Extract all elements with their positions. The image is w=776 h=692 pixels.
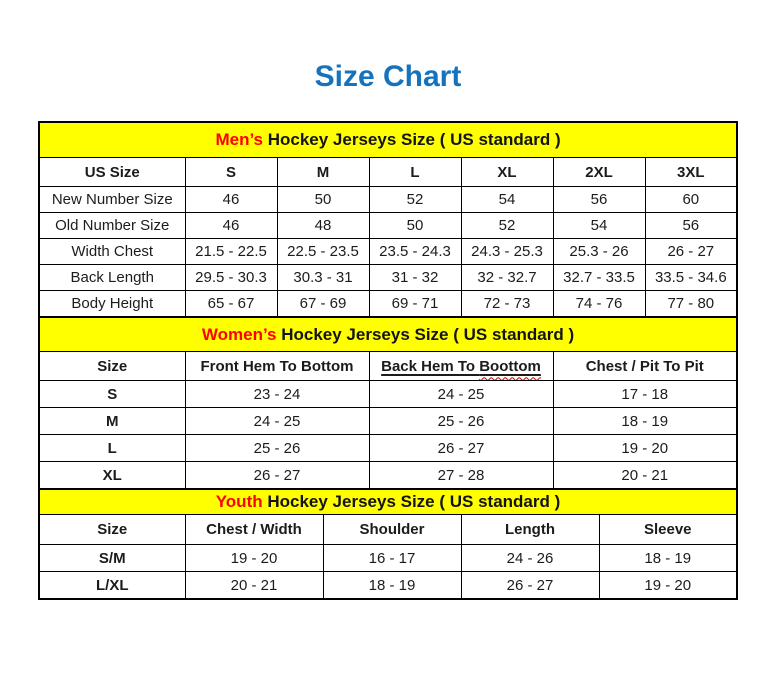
size-value-cell: 19 - 20 xyxy=(553,435,737,462)
column-header: L xyxy=(369,158,461,187)
size-value-cell: 23.5 - 24.3 xyxy=(369,239,461,265)
table-row xyxy=(39,213,737,239)
column-header: Shoulder xyxy=(323,515,461,545)
size-value-cell: 32.7 - 33.5 xyxy=(553,265,645,291)
size-value-cell: 48 xyxy=(277,213,369,239)
size-value-cell: 32 - 32.7 xyxy=(461,265,553,291)
size-value-cell: 54 xyxy=(461,187,553,213)
size-value-cell: 23 - 24 xyxy=(185,381,369,408)
table-row xyxy=(39,435,737,462)
table-row xyxy=(39,408,737,435)
womens-section-title-highlight: Women’s xyxy=(201,324,277,344)
size-value-cell: 18 - 19 xyxy=(323,572,461,600)
size-value-cell: 56 xyxy=(553,187,645,213)
column-header: US Size xyxy=(39,158,185,187)
size-value-cell: 25.3 - 26 xyxy=(553,239,645,265)
size-value-cell: 52 xyxy=(461,213,553,239)
size-value-cell: 46 xyxy=(185,187,277,213)
row-label: Width Chest xyxy=(39,239,185,265)
size-value-cell: 24 - 25 xyxy=(185,408,369,435)
column-header: Size xyxy=(39,515,185,545)
row-label: Back Length xyxy=(39,265,185,291)
column-header: M xyxy=(277,158,369,187)
size-value-cell: 22.5 - 23.5 xyxy=(277,239,369,265)
size-value-cell: 19 - 20 xyxy=(599,572,737,600)
size-value-cell: 33.5 - 34.6 xyxy=(645,265,737,291)
row-label: M xyxy=(39,408,185,435)
size-value-cell: 46 xyxy=(185,213,277,239)
youth-size-table xyxy=(38,488,738,600)
youth-section-title-highlight: Youth xyxy=(215,492,263,511)
size-value-cell: 26 - 27 xyxy=(461,572,599,600)
size-value-cell: 72 - 73 xyxy=(461,291,553,318)
size-value-cell: 16 - 17 xyxy=(323,545,461,572)
size-value-cell: 21.5 - 22.5 xyxy=(185,239,277,265)
column-header-misspelled xyxy=(369,352,553,381)
size-value-cell: 67 - 69 xyxy=(277,291,369,318)
womens-header-row xyxy=(39,352,737,381)
page-title: Size Chart xyxy=(314,60,462,93)
column-header: Chest / Width xyxy=(185,515,323,545)
size-value-cell: 30.3 - 31 xyxy=(277,265,369,291)
back-hem-typo: Boottom xyxy=(479,357,541,375)
column-header: Length xyxy=(461,515,599,545)
mens-section-title-highlight: Men’s xyxy=(215,130,263,149)
womens-section-title-rest: Hockey Jerseys Size ( US standard ) xyxy=(276,324,575,344)
youth-section-title-rest: Hockey Jerseys Size ( US standard ) xyxy=(262,492,561,511)
table-row xyxy=(39,462,737,490)
size-value-cell: 74 - 76 xyxy=(553,291,645,318)
table-row xyxy=(39,572,737,600)
size-value-cell: 17 - 18 xyxy=(553,381,737,408)
size-value-cell: 24 - 25 xyxy=(369,381,553,408)
size-value-cell: 77 - 80 xyxy=(645,291,737,318)
column-header: Front Hem To Bottom xyxy=(185,352,369,381)
mens-section-title-rest: Hockey Jerseys Size ( US standard ) xyxy=(263,130,561,149)
size-value-cell: 60 xyxy=(645,187,737,213)
size-value-cell: 25 - 26 xyxy=(369,408,553,435)
column-header: 2XL xyxy=(553,158,645,187)
size-value-cell: 52 xyxy=(369,187,461,213)
size-value-cell: 31 - 32 xyxy=(369,265,461,291)
womens-size-table xyxy=(38,316,738,490)
table-row xyxy=(39,381,737,408)
size-value-cell: 18 - 19 xyxy=(599,545,737,572)
table-row xyxy=(39,291,737,318)
size-value-cell: 56 xyxy=(645,213,737,239)
row-label: Body Height xyxy=(39,291,185,318)
womens-section-title xyxy=(39,317,737,352)
size-value-cell: 26 - 27 xyxy=(645,239,737,265)
column-header: Size xyxy=(39,352,185,381)
size-value-cell: 25 - 26 xyxy=(185,435,369,462)
table-row xyxy=(39,239,737,265)
row-label: Old Number Size xyxy=(39,213,185,239)
table-row xyxy=(39,187,737,213)
row-label: S/M xyxy=(39,545,185,572)
row-label: XL xyxy=(39,462,185,490)
size-value-cell: 50 xyxy=(277,187,369,213)
size-value-cell: 65 - 67 xyxy=(185,291,277,318)
column-header: S xyxy=(185,158,277,187)
mens-section-band xyxy=(39,122,737,158)
youth-section-title xyxy=(39,489,737,515)
row-label: New Number Size xyxy=(39,187,185,213)
size-value-cell: 26 - 27 xyxy=(185,462,369,490)
size-value-cell: 24.3 - 25.3 xyxy=(461,239,553,265)
womens-section-band xyxy=(39,317,737,352)
size-value-cell: 19 - 20 xyxy=(185,545,323,572)
row-label: S xyxy=(39,381,185,408)
size-value-cell: 26 - 27 xyxy=(369,435,553,462)
row-label: L xyxy=(39,435,185,462)
mens-section-title xyxy=(39,122,737,158)
size-value-cell: 50 xyxy=(369,213,461,239)
youth-section-band xyxy=(39,489,737,515)
mens-size-table xyxy=(38,121,738,318)
size-value-cell: 54 xyxy=(553,213,645,239)
size-value-cell: 24 - 26 xyxy=(461,545,599,572)
size-value-cell: 20 - 21 xyxy=(553,462,737,490)
table-row xyxy=(39,545,737,572)
size-chart-tables xyxy=(38,121,736,600)
size-value-cell: 69 - 71 xyxy=(369,291,461,318)
table-row xyxy=(39,265,737,291)
column-header: 3XL xyxy=(645,158,737,187)
size-value-cell: 27 - 28 xyxy=(369,462,553,490)
youth-header-row xyxy=(39,515,737,545)
size-value-cell: 18 - 19 xyxy=(553,408,737,435)
column-header: Chest / Pit To Pit xyxy=(553,352,737,381)
mens-header-row xyxy=(39,158,737,187)
size-value-cell: 29.5 - 30.3 xyxy=(185,265,277,291)
column-header: XL xyxy=(461,158,553,187)
back-hem-prefix: Back Hem To xyxy=(381,357,480,375)
column-header: Sleeve xyxy=(599,515,737,545)
size-value-cell: 20 - 21 xyxy=(185,572,323,600)
row-label: L/XL xyxy=(39,572,185,600)
